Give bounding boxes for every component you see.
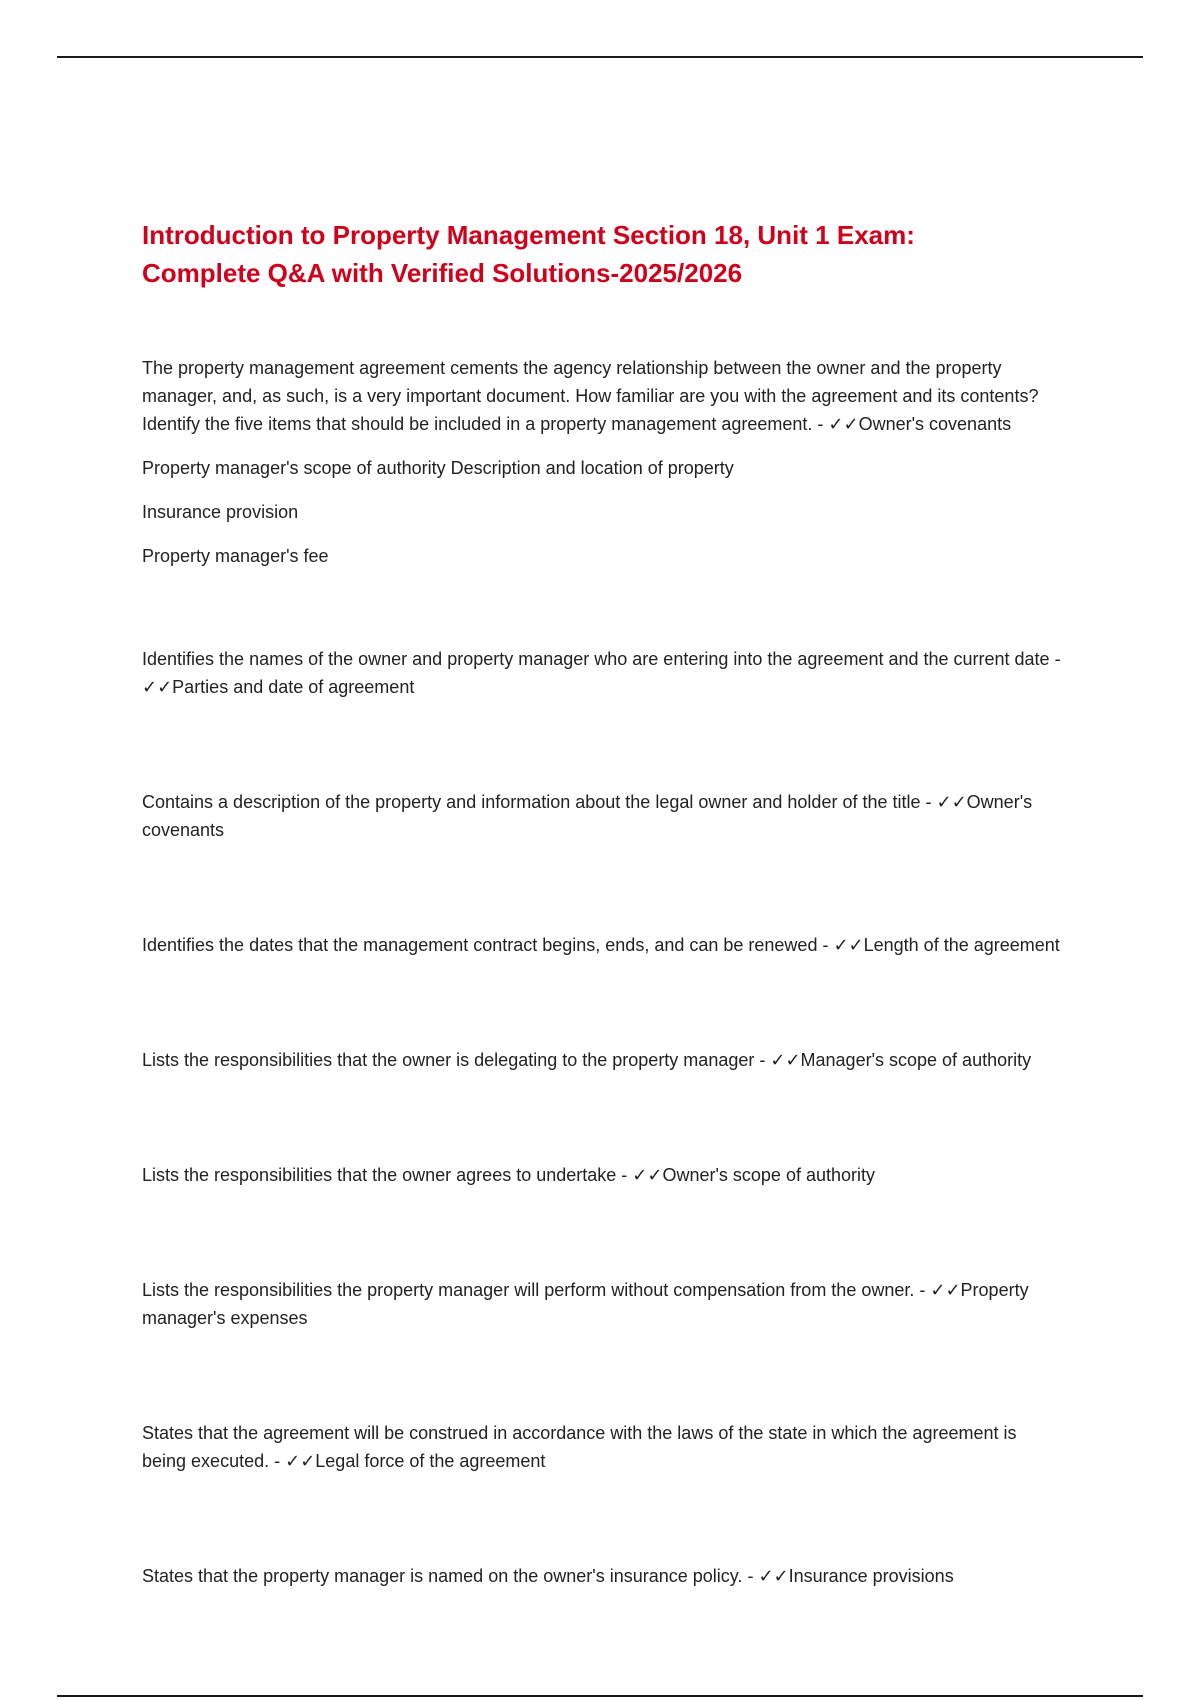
check-icon: ✓✓ bbox=[142, 677, 173, 697]
qa-item bbox=[142, 354, 1062, 570]
check-icon: ✓✓ bbox=[285, 1451, 316, 1471]
document-body bbox=[142, 216, 1062, 1677]
separator: - bbox=[616, 1165, 633, 1185]
answer-text: Legal force of the agreement bbox=[315, 1451, 546, 1471]
answer-text: Insurance provisions bbox=[788, 1566, 954, 1586]
qa-text bbox=[142, 1046, 1062, 1074]
check-icon: ✓✓ bbox=[828, 414, 859, 434]
check-icon: ✓✓ bbox=[930, 1280, 961, 1300]
question-text: Identifies the names of the owner and property manager who are entering into the agreement and the current date bbox=[142, 649, 1050, 669]
document-title bbox=[142, 216, 1062, 292]
qa-text bbox=[142, 788, 1062, 844]
separator: - bbox=[914, 1280, 931, 1300]
bottom-rule bbox=[57, 1695, 1143, 1697]
question-text: States that the property manager is named on the owner's insurance policy. bbox=[142, 1566, 743, 1586]
qa-item bbox=[142, 1046, 1062, 1074]
separator: - bbox=[742, 1566, 759, 1586]
answer-text: Length of the agreement bbox=[863, 935, 1060, 955]
question-text: Lists the responsibilities that the owner agrees to undertake bbox=[142, 1165, 617, 1185]
qa-item bbox=[142, 788, 1062, 844]
question-text: States that the agreement will be construed in accordance with the laws of the state in which the agreement is being executed. bbox=[142, 1423, 1017, 1471]
separator: - bbox=[754, 1050, 771, 1070]
answer-text: Parties and date of agreement bbox=[172, 677, 415, 697]
check-icon: ✓✓ bbox=[758, 1566, 789, 1586]
qa-item bbox=[142, 1419, 1062, 1475]
answer-extra-line: Property manager's scope of authority Description and location of property bbox=[142, 458, 734, 478]
check-icon: ✓✓ bbox=[833, 935, 864, 955]
question-text: Lists the responsibilities that the owner is delegating to the property manager bbox=[142, 1050, 755, 1070]
qa-text bbox=[142, 931, 1062, 959]
question-text: Identifies the dates that the management contract begins, ends, and can be renewed bbox=[142, 935, 818, 955]
separator: - bbox=[812, 414, 829, 434]
title-line-2: Complete Q&A with Verified Solutions-2025/2026 bbox=[142, 258, 743, 288]
answer-extra-line: Property manager's fee bbox=[142, 546, 329, 566]
qa-item bbox=[142, 1276, 1062, 1332]
qa-item bbox=[142, 1562, 1062, 1590]
question-text: The property management agreement cements the agency relationship between the owner and the property manager, and, as such, is a very important document. How familiar are you with the agreement and its contents? Identify the five items that should be included in a property management agreement. bbox=[142, 358, 1039, 434]
qa-text bbox=[142, 354, 1062, 438]
qa-text bbox=[142, 1276, 1062, 1332]
top-rule bbox=[57, 56, 1143, 58]
separator: - bbox=[817, 935, 834, 955]
separator: - bbox=[1049, 649, 1061, 669]
check-icon: ✓✓ bbox=[770, 1050, 801, 1070]
answer-text: Manager's scope of authority bbox=[800, 1050, 1032, 1070]
qa-text bbox=[142, 645, 1062, 701]
check-icon: ✓✓ bbox=[632, 1165, 663, 1185]
answer-text: Owner's covenants bbox=[142, 792, 1033, 840]
separator: - bbox=[920, 792, 937, 812]
answer-extra-line: Insurance provision bbox=[142, 502, 299, 522]
qa-item bbox=[142, 931, 1062, 959]
title-line-1: Introduction to Property Management Section 18, Unit 1 Exam: bbox=[142, 220, 915, 250]
qa-text bbox=[142, 1161, 1062, 1189]
answer-text: Owner's covenants bbox=[858, 414, 1012, 434]
question-text: Lists the responsibilities the property manager will perform without compensation from the owner. bbox=[142, 1280, 915, 1300]
qa-item bbox=[142, 1161, 1062, 1189]
qa-text bbox=[142, 1419, 1062, 1475]
answer-text: Property manager's expenses bbox=[142, 1280, 1029, 1328]
check-icon: ✓✓ bbox=[936, 792, 967, 812]
question-text: Contains a description of the property and information about the legal owner and holder of the title bbox=[142, 792, 921, 812]
separator: - bbox=[269, 1451, 286, 1471]
qa-item bbox=[142, 645, 1062, 701]
qa-text bbox=[142, 1562, 1062, 1590]
answer-text: Owner's scope of authority bbox=[662, 1165, 875, 1185]
